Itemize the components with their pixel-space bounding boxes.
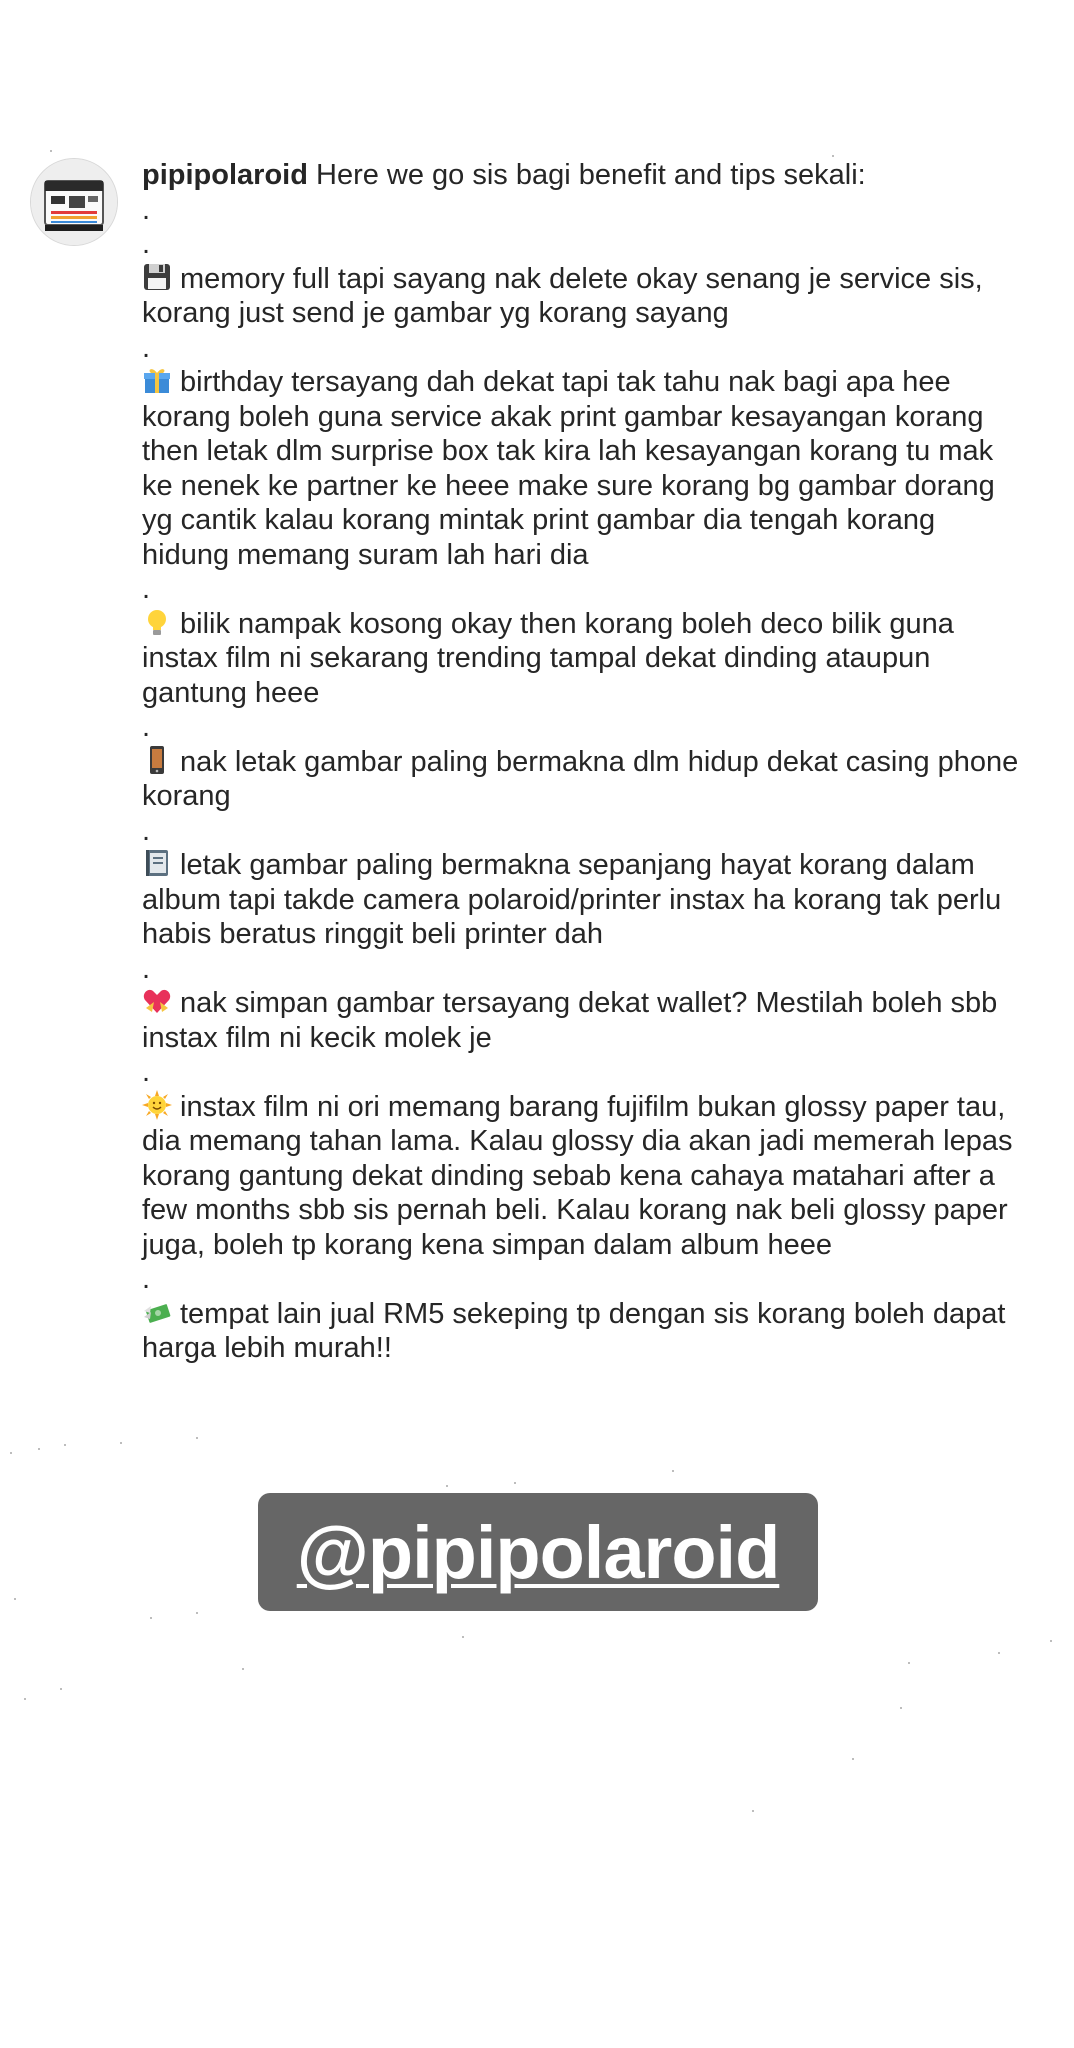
polaroid-camera-icon <box>31 159 117 245</box>
sun-face-icon <box>142 1090 172 1120</box>
caption-intro-text: Here we go sis bagi benefit and tips sekali: <box>316 159 866 191</box>
caption-item-2 <box>142 365 1022 572</box>
caption-separator: . <box>142 814 151 847</box>
caption-item-6 <box>142 986 1022 1055</box>
caption-item-text: bilik nampak kosong okay then korang boleh deco bilik guna instax film ni sekarang trending tampal dekat dinding ataupun gantung heee <box>142 607 954 709</box>
caption-separator: . <box>142 711 151 743</box>
mobile-phone-icon <box>142 745 172 775</box>
caption-separator: . <box>142 228 151 260</box>
caption-item-4 <box>142 745 1022 814</box>
caption-item-text: nak simpan gambar tersayang dekat wallet? Mestilah boleh sbb instax film ni kecik molek je <box>142 987 998 1054</box>
notebook-icon <box>142 848 172 878</box>
caption-separator: . <box>142 1263 151 1295</box>
caption-item-text: letak gambar paling bermakna sepanjang hayat korang dalam album tapi takde camera polaroid/printer instax ha korang tak perlu habis beratus ringgit beli printer dah <box>142 849 1002 950</box>
caption-separator: . <box>142 1056 151 1088</box>
caption-separator: . <box>142 331 151 364</box>
caption-item-text: nak letak gambar paling bermakna dlm hidup dekat casing phone korang <box>142 745 1019 812</box>
username-sticker[interactable] <box>258 1493 818 1611</box>
caption-separator: . <box>142 573 151 605</box>
caption-item-1 <box>142 262 1022 331</box>
gift-icon <box>142 365 172 395</box>
caption-item-7 <box>142 1090 1022 1263</box>
post-caption <box>142 158 1022 1366</box>
caption-separator: . <box>142 193 151 226</box>
caption-item-text: instax film ni ori memang barang fujifilm bukan glossy paper tau, dia memang tahan lama. Kalau glossy dia akan jadi memerah lepas korang gantung dekat dinding sebab kena cahaya matahari after a few months sbb sis pernah beli. Kalau korang nak beli glossy paper juga, boleh tp korang kena simpan dalam album heee <box>142 1090 1013 1261</box>
profile-avatar[interactable] <box>30 158 118 246</box>
light-bulb-icon <box>142 607 172 637</box>
sticker-handle: @pipipolaroid <box>296 1510 780 1594</box>
caption-item-text: memory full tapi sayang nak delete okay senang je service sis, korang just send je gambar yg korang sayang <box>142 262 983 329</box>
heart-ribbon-icon <box>142 986 172 1016</box>
caption-item-8 <box>142 1297 1022 1366</box>
caption-intro <box>142 158 1022 193</box>
caption-item-text: birthday tersayang dah dekat tapi tak tahu nak bagi apa hee korang boleh guna service akak print gambar kesayangan korang then letak dlm surprise box tak kira lah kesayangan korang tu mak ke nenek ke partner ke heee make sure korang bg gambar dorang yg cantik kalau korang mintak print gambar dia tengah korang hidung memang suram lah hari dia <box>142 366 995 571</box>
caption-item-text: tempat lain jual RM5 sekeping tp dengan sis korang boleh dapat harga lebih murah!! <box>142 1297 1006 1364</box>
caption-separator: . <box>142 952 151 985</box>
caption-username[interactable]: pipipolaroid <box>142 159 308 191</box>
money-wings-icon <box>142 1297 172 1327</box>
caption-item-5 <box>142 848 1022 952</box>
floppy-disk-icon <box>142 262 172 292</box>
caption-item-3 <box>142 607 1022 711</box>
